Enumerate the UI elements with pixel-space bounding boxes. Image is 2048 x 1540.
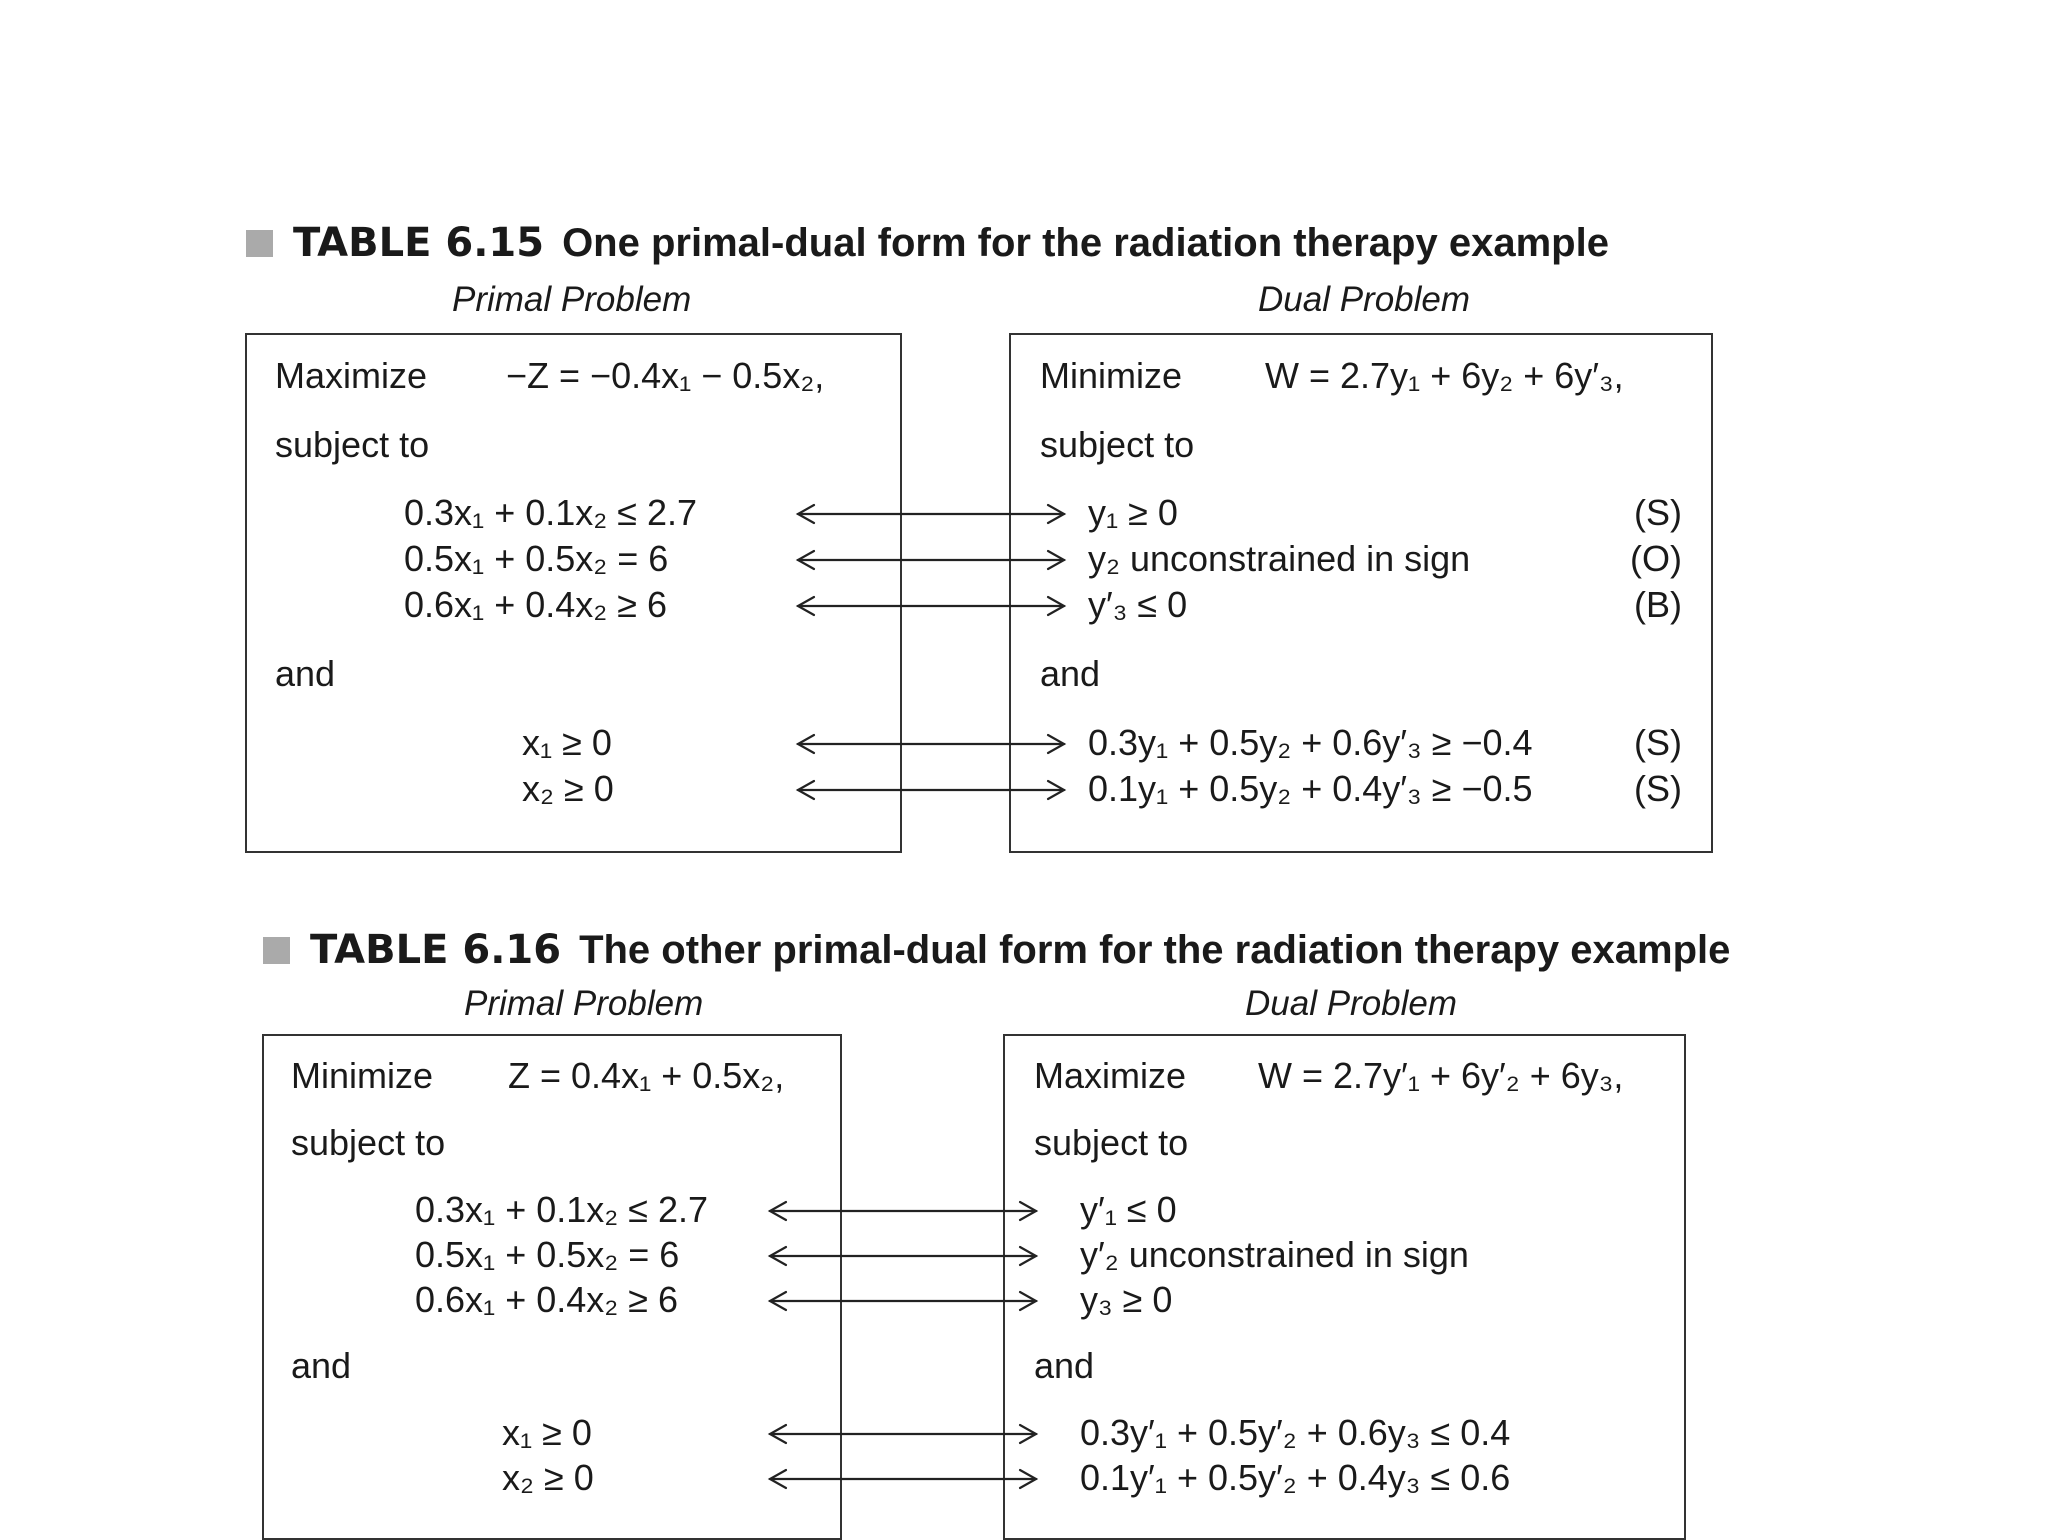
dual-heading: Dual Problem [1258,280,1471,319]
dual-variable-2: y′₂ unconstrained in sign [1080,1234,1469,1275]
objective-function: W = 2.7y₁ + 6y₂ + 6y′₃, [1265,355,1624,396]
tag-sensible: (S) [1634,492,1682,533]
dual-variable-2: y₂ unconstrained in sign [1088,538,1471,579]
nonneg-x1: x₁ ≥ 0 [522,722,612,763]
double-arrow-icon [770,1292,1036,1310]
double-arrow-icon [770,1425,1036,1443]
and-label: and [1040,653,1101,694]
dual-heading: Dual Problem [1245,984,1458,1023]
double-arrow-icon [798,551,1064,569]
objective-keyword: Minimize [291,1055,434,1096]
double-arrow-icon [798,505,1064,523]
dual-constraint-1: 0.3y′₁ + 0.5y′₂ + 0.6y₃ ≤ 0.4 [1080,1412,1511,1453]
double-arrow-icon [770,1247,1036,1265]
constraint-1: 0.3x₁ + 0.1x₂ ≤ 2.7 [404,492,698,533]
subject-to-label: subject to [291,1122,446,1163]
dual-variable-3: y′₃ ≤ 0 [1088,584,1188,625]
objective-keyword: Maximize [1034,1055,1187,1096]
and-label: and [275,653,336,694]
table-number: TABLE 6.15 [293,220,545,266]
nonneg-x1: x₁ ≥ 0 [502,1412,592,1453]
nonneg-x2: x₂ ≥ 0 [502,1457,594,1498]
constraint-2: 0.5x₁ + 0.5x₂ = 6 [404,538,669,579]
dual-constraint-2: 0.1y₁ + 0.5y₂ + 0.4y′₃ ≥ −0.5 [1088,768,1533,809]
double-arrow-icon [770,1470,1036,1488]
primal-heading: Primal Problem [464,984,704,1023]
and-label: and [1034,1345,1095,1386]
primal-heading: Primal Problem [452,280,692,319]
double-arrow-icon [798,781,1064,799]
double-arrow-icon [798,735,1064,753]
tag-sensible: (S) [1634,768,1682,809]
constraint-1: 0.3x₁ + 0.1x₂ ≤ 2.7 [415,1189,709,1230]
tag-bizarre: (B) [1634,584,1682,625]
constraint-3: 0.6x₁ + 0.4x₂ ≥ 6 [404,584,668,625]
dual-variable-1: y₁ ≥ 0 [1088,492,1178,533]
dual-variable-3: y₃ ≥ 0 [1080,1279,1173,1320]
objective-keyword: Maximize [275,355,428,396]
objective-keyword: Minimize [1040,355,1183,396]
subject-to-label: subject to [275,424,430,465]
double-arrow-icon [798,597,1064,615]
dual-constraint-1: 0.3y₁ + 0.5y₂ + 0.6y′₃ ≥ −0.4 [1088,722,1533,763]
tag-odd: (O) [1630,538,1682,579]
double-arrow-icon [770,1202,1036,1220]
and-label: and [291,1345,352,1386]
objective-function: Z = 0.4x₁ + 0.5x₂, [508,1055,785,1096]
nonneg-x2: x₂ ≥ 0 [522,768,614,809]
subject-to-label: subject to [1034,1122,1189,1163]
table-caption: One primal-dual form for the radiation therapy example [562,221,1609,265]
constraint-3: 0.6x₁ + 0.4x₂ ≥ 6 [415,1279,679,1320]
table-caption: The other primal-dual form for the radiation therapy example [579,928,1731,972]
dual-constraint-2: 0.1y′₁ + 0.5y′₂ + 0.4y₃ ≤ 0.6 [1080,1457,1511,1498]
constraint-2: 0.5x₁ + 0.5x₂ = 6 [415,1234,680,1275]
subject-to-label: subject to [1040,424,1195,465]
dual-variable-1: y′₁ ≤ 0 [1080,1189,1177,1230]
table-number: TABLE 6.16 [310,927,562,973]
objective-function: −Z = −0.4x₁ − 0.5x₂, [506,355,825,396]
objective-function: W = 2.7y′₁ + 6y′₂ + 6y₃, [1258,1055,1624,1096]
tag-sensible: (S) [1634,722,1682,763]
